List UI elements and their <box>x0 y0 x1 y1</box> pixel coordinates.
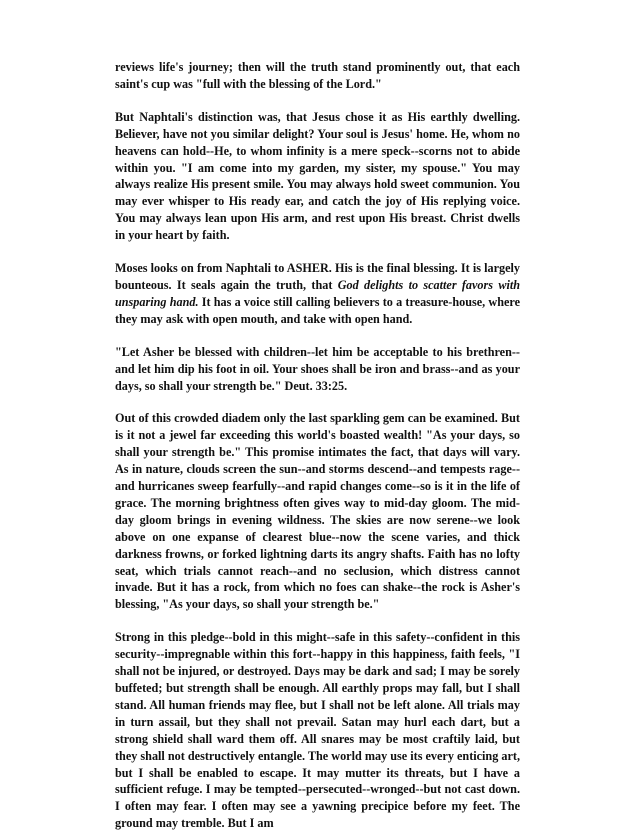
paragraph-text: Moses looks on from Naphtali to ASHER. His is the final blessing. It is largely bounteous. It seals again the truth, that <box>115 261 520 292</box>
document-page <box>115 59 520 832</box>
paragraph: "Let Asher be blessed with children--let him be acceptable to his brethren--and let him dip his foot in oil. Your shoes shall be iron and brass--and as your days, so shall your strength be." Deut. 33:25. <box>115 344 520 393</box>
paragraph: Strong in this pledge--bold in this might--safe in this safety--confident in this security--impregnable within this fort--happy in this happiness, faith feels, "I shall not be injured, or destroyed. Days may be dark and sad; I may be sorely buffeted; but strength shall be enough. All earthly props may fall, but I shall stand. All human friends may flee, but I shall not be left alone. All trials may in turn assail, but they shall not prevail. Satan may hurl each dart, but a strong shield shall ward them off. All snares may be most craftily laid, but they shall not destructively entangle. The world may use its every enticing art, but I shall be enabled to escape. It may mutter its threats, but I have a sufficient refuge. I may be tempted--persecuted--wronged--but not cast down. I often may fear. I often may see a yawning precipice before my feet. The ground may tremble. But I am <box>115 630 520 831</box>
paragraph-text: It has a voice still calling believers to a treasure-house, where they may ask with open mouth, and take with open hand. <box>115 294 521 326</box>
paragraph <box>115 260 520 328</box>
emphasized-text: God delights to scatter favors with unsparing hand. <box>115 277 520 309</box>
paragraph: Out of this crowded diadem only the last sparkling gem can be examined. But is it not a jewel far exceeding this world's boasted wealth! "As your days, so shall your strength be." This promise intimates the fact, that days will vary. As in nature, clouds screen the sun--and storms descend--and tempests rage--and hurricanes sweep fearfully--and rapid changes come--so is it in the life of grace. The morning brightness often gives way to mid-day gloom. The mid-day gloom brings in evening wildness. The skies are now serene--we look above on one expanse of clearest blue--now the scene varies, and thick darkness frowns, or forked lightning darts its angry shafts. Faith has no lofty seat, which trials cannot reach--and no seclusion, which distress cannot invade. But it has a rock, from which no foes can shake--the rock is Asher's blessing, "As your days, so shall your strength be." <box>115 411 520 612</box>
paragraph: reviews life's journey; then will the truth stand prominently out, that each saint's cup was "full with the blessing of the Lord." <box>115 60 520 91</box>
paragraph: But Naphtali's distinction was, that Jesus chose it as His earthly dwelling. Believer, have not you similar delight? Your soul is Jesus' home. He, whom no heavens can hold--He, to whom infinity is a mere speck--scorns not to abide within you. "I am come into my garden, my sister, my spouse." You may always realize His present smile. You may always hold sweet communion. You may ever whisper to His ready ear, and catch the joy of His replying voice. You may always lean upon His arm, and rest upon His breast. Christ dwells in your heart by faith. <box>115 109 520 243</box>
